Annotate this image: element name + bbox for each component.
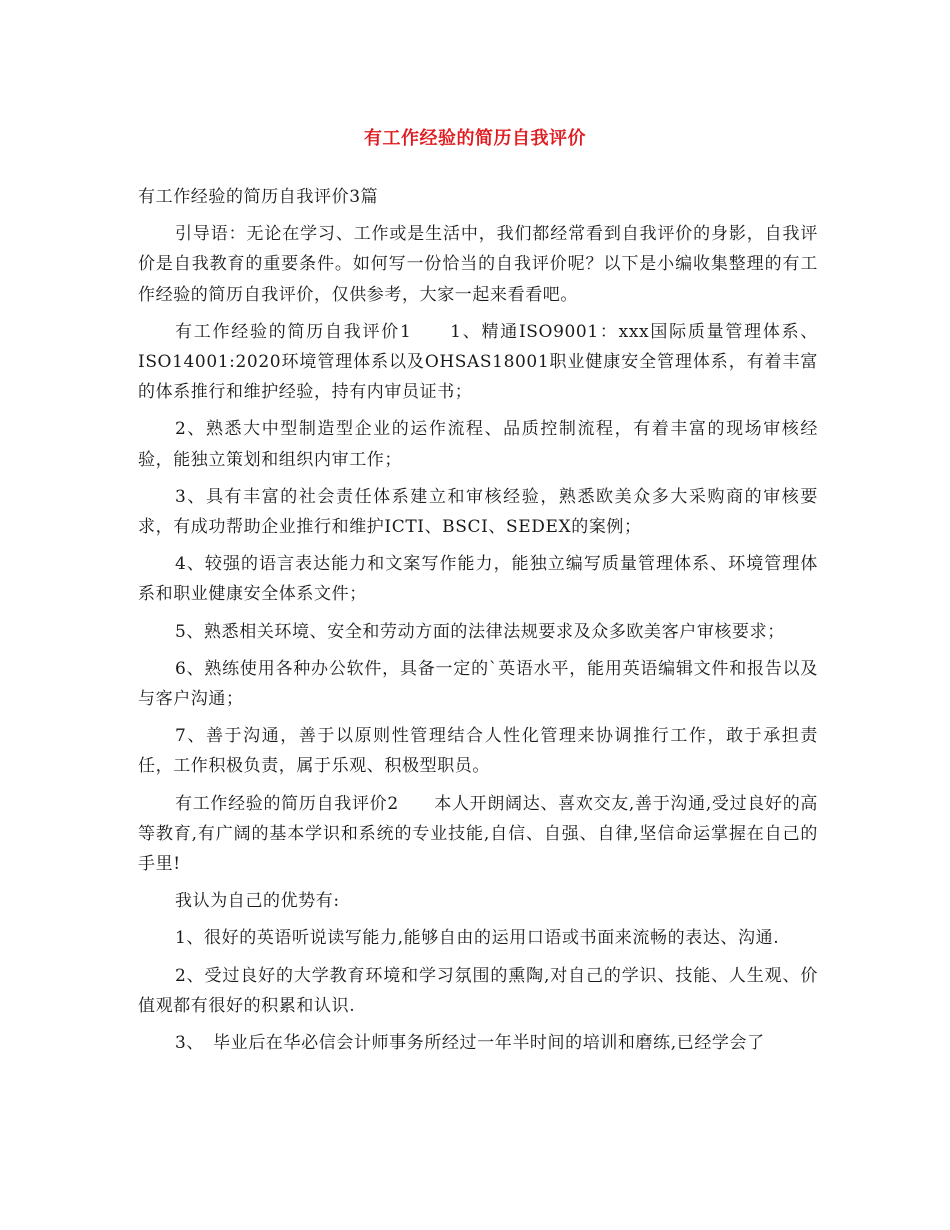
paragraph: 有工作经验的简历自我评价2 本人开朗阔达、喜欢交友,善于沟通,受过良好的高等教育,有广阔的基本学识和系统的专业技能,自信、自强、自律,坚信命运掌握在自己的手里! bbox=[138, 793, 818, 875]
paragraph: 1、很好的英语听说读写能力,能够自由的运用口语或书面来流畅的表达、沟通. bbox=[175, 928, 780, 949]
document-body bbox=[138, 182, 818, 1065]
paragraph: 5、熟悉相关环境、安全和劳动方面的法律法规要求及众多欧美客户审核要求； bbox=[175, 621, 785, 642]
paragraph: 有工作经验的简历自我评价3篇 bbox=[138, 187, 379, 207]
paragraph: 3、 毕业后在华必信会计师事务所经过一年半时间的培训和磨练,已经学会了 bbox=[175, 1033, 765, 1054]
paragraph: 4、较强的语言表达能力和文案写作能力，能独立编写质量管理体系、环境管理体系和职业健康安全体系文件； bbox=[138, 554, 818, 605]
paragraph: 2、熟悉大中型制造型企业的运作流程、品质控制流程，有着丰富的现场审核经验，能独立策划和组织内审工作； bbox=[138, 419, 818, 470]
paragraph: 引导语：无论在学习、工作或是生活中，我们都经常看到自我评价的身影，自我评价是自我教育的重要条件。如何写一份恰当的自我评价呢？以下是小编收集整理的有工作经验的简历自我评价，仅供参考，大家一起来看看吧。 bbox=[138, 224, 818, 305]
paragraph: 3、具有丰富的社会责任体系建立和审核经验，熟悉欧美众多大采购商的审核要求，有成功帮助企业推行和维护ICTI、BSCI、SEDEX的案例； bbox=[138, 486, 818, 538]
paragraph: 2、受过良好的大学教育环境和学习氛围的熏陶,对自己的学识、技能、人生观、价值观都有很好的积累和认识. bbox=[138, 965, 818, 1016]
paragraph: 我认为自己的优势有: bbox=[175, 891, 340, 912]
document-title: 有工作经验的简历自我评价 bbox=[364, 128, 586, 149]
paragraph: 7、善于沟通，善于以原则性管理结合人性化管理来协调推行工作，敢于承担责任，工作积极负责，属于乐观、积极型职员。 bbox=[138, 726, 818, 777]
paragraph: 有工作经验的简历自我评价1 1、精通ISO9001：xxx国际质量管理体系、ISO14001:2020环境管理体系以及OHSAS18001职业健康安全管理体系，有着丰富的体系推行和维护经验，持有内审员证书； bbox=[138, 321, 818, 403]
paragraph: 6、熟练使用各种办公软件，具备一定的`英语水平，能用英语编辑文件和报告以及与客户沟通； bbox=[138, 658, 818, 710]
